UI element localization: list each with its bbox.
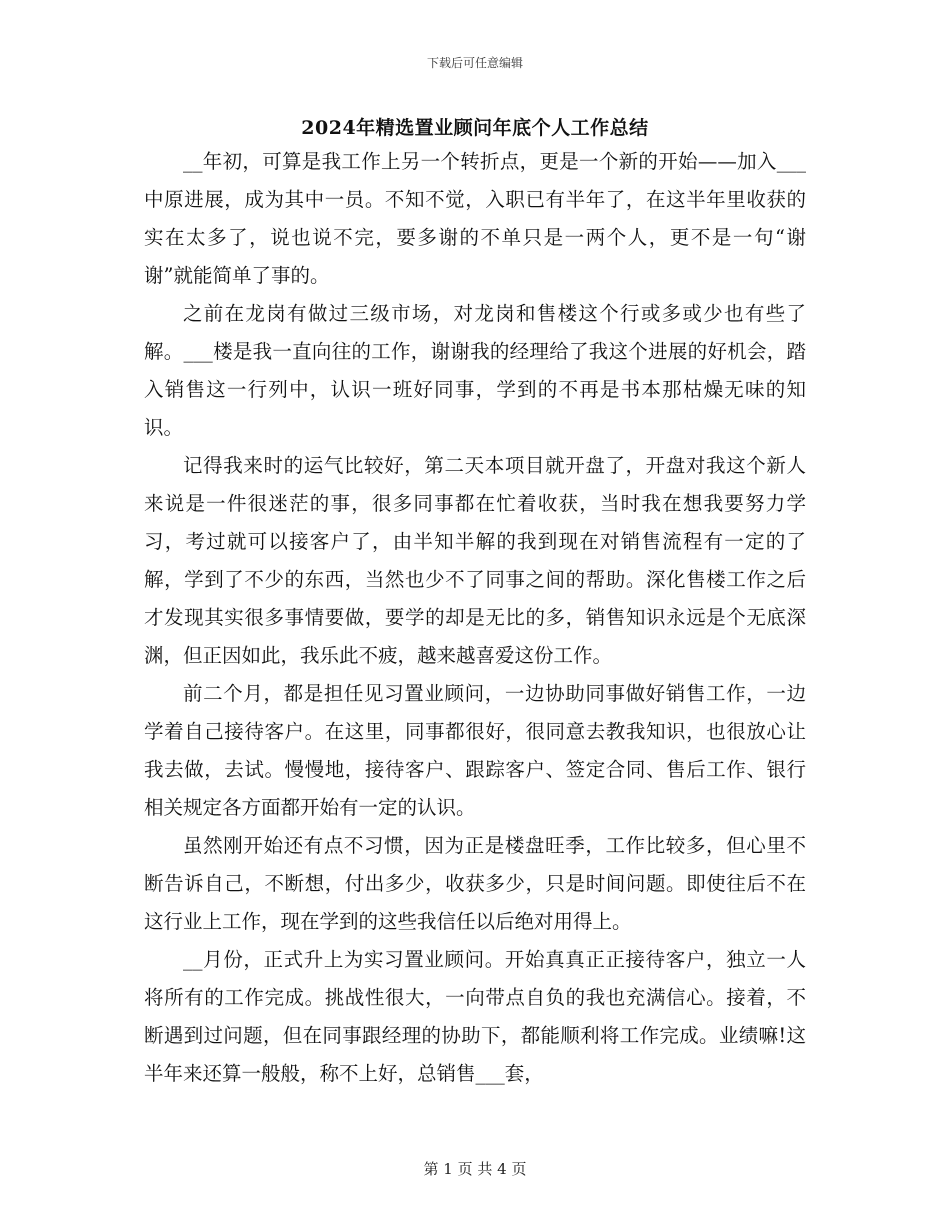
page-header-note: 下载后可任意编辑	[426, 56, 523, 70]
paragraph-5: 虽然刚开始还有点不习惯，因为正是楼盘旺季，工作比较多，但心里不断告诉自己，不断想，付出多少，收获多少，只是时间问题。即使往后不在这行业上工作，现在学到的这些我信任以后绝对用得上。	[144, 834, 806, 933]
paragraph-6: __月份，正式升上为实习置业顾问。开始真真正正接待客户，独立一人将所有的工作完成。挑战性很大，一向带点自负的我也充满信心。接着，不断遇到过问题，但在同事跟经理的协助下，都能顺利将工作完成。业绩嘛!这半年来还算一般般，称不上好，总销售___套，	[144, 948, 806, 1085]
document-title: 2024年精选置业顾问年底个人工作总结	[301, 117, 649, 139]
paragraph-4: 前二个月，都是担任见习置业顾问，一边协助同事做好销售工作，一边学着自己接待客户。在这里，同事都很好，很同意去教我知识，也很放心让我去做，去试。慢慢地，接待客户、跟踪客户、签定合同、售后工作、银行相关规定各方面都开始有一定的认识。	[144, 682, 806, 819]
paragraph-1: __年初，可算是我工作上另一个转折点，更是一个新的开始——加入___中原进展，成为其中一员。不知不觉，入职已有半年了，在这半年里收获的实在太多了，说也说不完，要多谢的不单只是一两个人，更不是一句“谢谢”就能简单了事的。	[144, 150, 806, 287]
page-number: 第 1 页 共 4 页	[423, 1160, 527, 1178]
paragraph-2: 之前在龙岗有做过三级市场，对龙岗和售楼这个行或多或少也有些了解。___楼是我一直向往的工作，谢谢我的经理给了我这个进展的好机会，踏入销售这一行列中，认识一班好同事，学到的不再是书本那枯燥无味的知识。	[144, 302, 806, 439]
paragraph-3: 记得我来时的运气比较好，第二天本项目就开盘了，开盘对我这个新人来说是一件很迷茫的事，很多同事都在忙着收获，当时我在想我要努力学习，考过就可以接客户了，由半知半解的我到现在对销售流程有一定的了解，学到了不少的东西，当然也少不了同事之间的帮助。深化售楼工作之后才发现其实很多事情要做，要学的却是无比的多，销售知识永远是个无底深渊，但正因如此，我乐此不疲，越来越喜爱这份工作。	[144, 454, 806, 667]
document-body	[144, 143, 806, 1093]
